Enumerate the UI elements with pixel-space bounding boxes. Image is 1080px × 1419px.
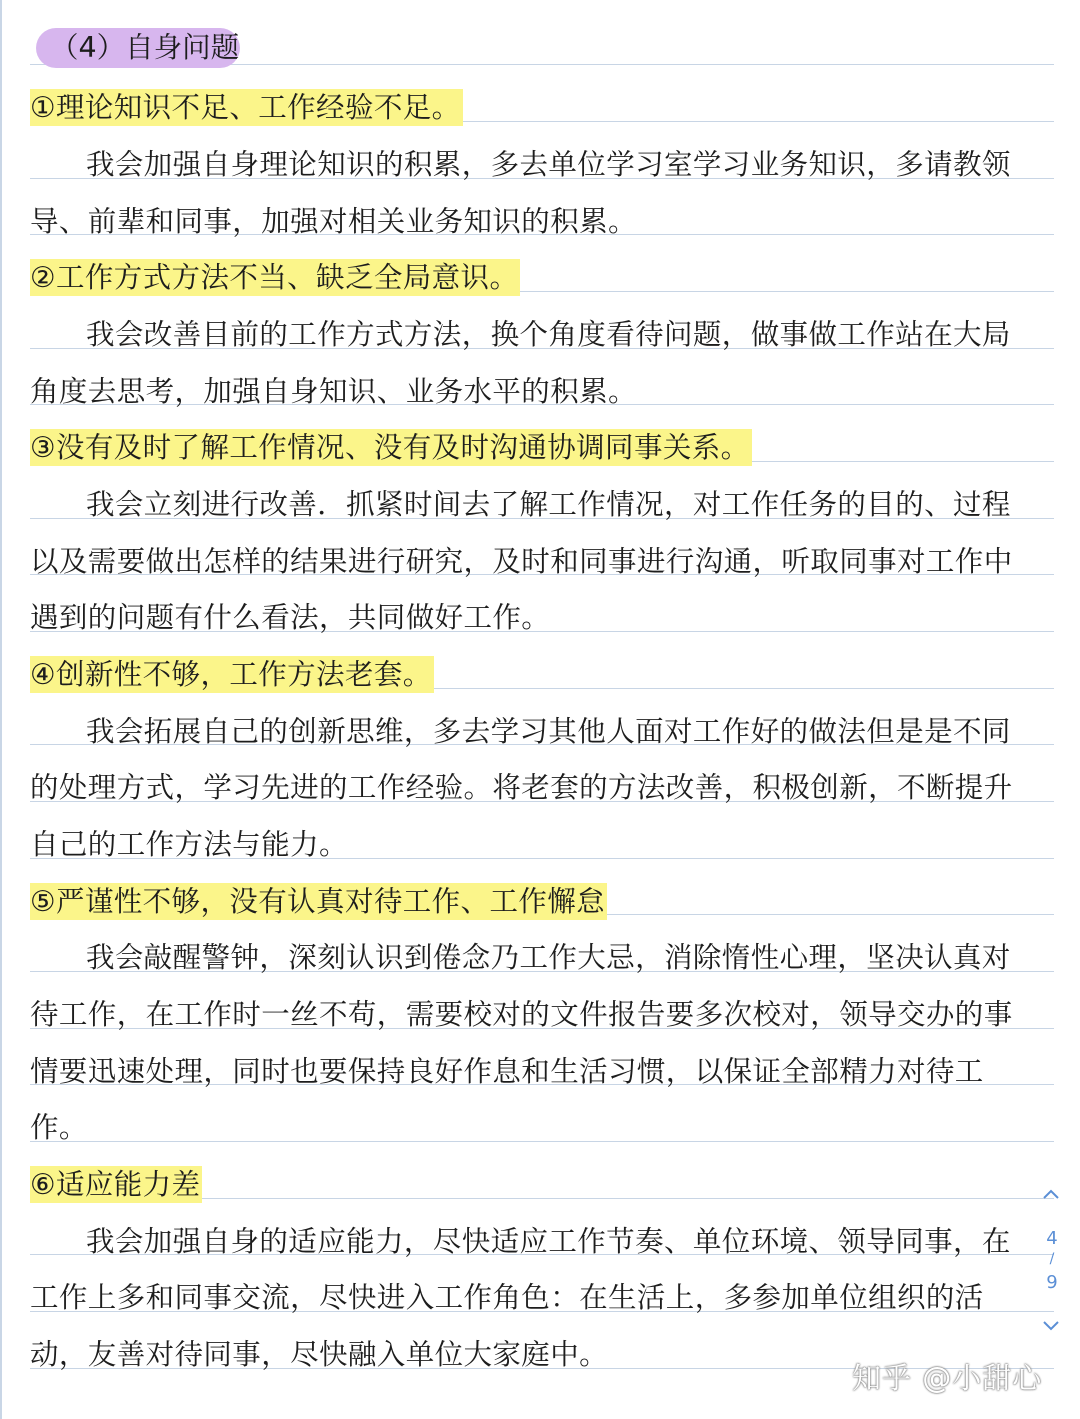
paragraph-line: 作。 [30, 1111, 88, 1144]
watermark: 知乎 @小甜心 [852, 1361, 1043, 1395]
page-separator: / [1049, 1251, 1055, 1267]
chevron-down-icon[interactable] [1042, 1316, 1060, 1334]
paragraph-line: 我会立刻进行改善．抓紧时间去了解工作情况，对工作任务的目的、过程 [86, 488, 1011, 521]
item-heading [30, 88, 1045, 128]
paragraph-line: 导、前辈和同事，加强对相关业务知识的积累。 [30, 205, 637, 238]
item-heading [30, 1165, 1045, 1205]
item-heading [30, 428, 1045, 468]
heading-highlight: ①理论知识不足、工作经验不足。 [30, 91, 461, 124]
heading-highlight: ③没有及时了解工作情况、没有及时沟通协调同事关系。 [30, 431, 750, 464]
paragraph-line: 动，友善对待同事，尽快融入单位大家庭中。 [30, 1338, 609, 1371]
paragraph-line: 我会敲醒警钟，深刻认识到倦念乃工作大忌，消除惰性心理，坚决认真对 [86, 941, 1011, 974]
page-total: 9 [1046, 1272, 1058, 1293]
heading-highlight: ④创新性不够，工作方法老套。 [30, 658, 432, 691]
paragraph-line: 情要迅速处理，同时也要保持良好作息和生活习惯，以保证全部精力对待工 [30, 1055, 984, 1088]
paragraph-line: 以及需要做出怎样的结果进行研究，及时和同事进行沟通，听取同事对工作中 [30, 545, 1013, 578]
item-heading [30, 655, 1045, 695]
paragraph-line: 我会拓展自己的创新思维，多去学习其他人面对工作好的做法但是是不同 [86, 715, 1011, 748]
paragraph-line: 我会改善目前的工作方式方法，换个角度看待问题，做事做工作站在大局 [86, 318, 1011, 351]
heading-highlight: ②工作方式方法不当、缺乏全局意识。 [30, 261, 519, 294]
section-title: （4）自身问题 [36, 28, 240, 68]
paragraph-line: 我会加强自身理论知识的积累，多去单位学习室学习业务知识，多请教领 [86, 148, 1011, 181]
heading-highlight: ⑥适应能力差 [30, 1168, 201, 1201]
paragraph-line: 的处理方式，学习先进的工作经验。将老套的方法改善，积极创新，不断提升 [30, 771, 1013, 804]
heading-highlight: ⑤严谨性不够，没有认真对待工作、工作懈怠 [30, 885, 606, 918]
paragraph-line: 自己的工作方法与能力。 [30, 828, 348, 861]
chevron-up-icon[interactable] [1042, 1186, 1060, 1204]
paragraph-line: 角度去思考，加强自身知识、业务水平的积累。 [30, 375, 637, 408]
paragraph-line: 待工作，在工作时一丝不苟，需要校对的文件报告要多次校对，领导交办的事 [30, 998, 1013, 1031]
page-current: 4 [1046, 1228, 1058, 1249]
item-heading [30, 882, 1045, 922]
paragraph-line: 工作上多和同事交流，尽快进入工作角色：在生活上，多参加单位组织的活 [30, 1281, 984, 1314]
item-heading [30, 258, 1045, 298]
paragraph-line: 我会加强自身的适应能力，尽快适应工作节奏、单位环境、领导同事，在 [86, 1225, 1011, 1258]
paragraph-line: 遇到的问题有什么看法，共同做好工作。 [30, 601, 551, 634]
